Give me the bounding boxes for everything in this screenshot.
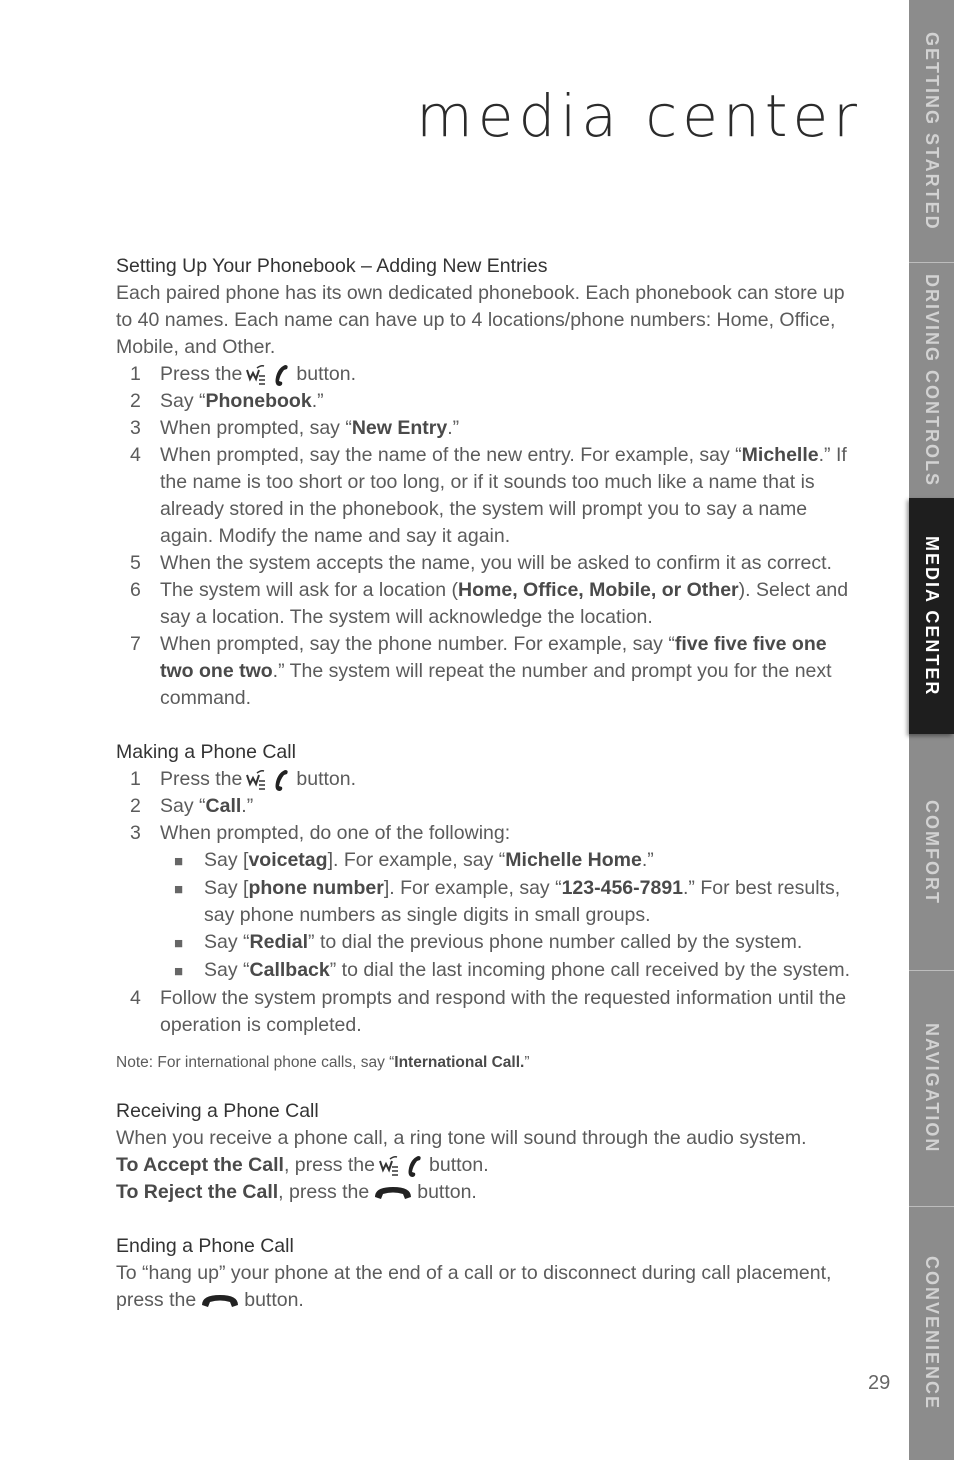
square-bullet-icon: ■ [174, 935, 184, 952]
phonebook-heading: Setting Up Your Phonebook – Adding New Entries [116, 255, 548, 277]
making-call-heading: Making a Phone Call [116, 741, 296, 763]
square-bullet-icon: ■ [174, 963, 184, 980]
side-tab-bar [909, 0, 954, 1460]
list-item: 3 When prompted, do one of the following: [130, 822, 511, 844]
tab-navigation[interactable]: NAVIGATION [909, 970, 954, 1206]
hang-up-icon [372, 1182, 414, 1204]
tab-driving-controls[interactable]: DRIVING CONTROLS [909, 262, 954, 498]
list-item: 4 Follow the system prompts and respond with the requested information until the operation is completed. [130, 987, 847, 1036]
square-bullet-icon: ■ [174, 881, 184, 898]
receiving-call-heading: Receiving a Phone Call [116, 1100, 319, 1122]
list-item: 3 When prompted, say “New Entry.” [130, 417, 460, 439]
bullet-item: ■ Say [voicetag]. For example, say “Michelle Home.” [116, 847, 861, 875]
tab-getting-started[interactable]: GETTING STARTED [922, 31, 942, 231]
list-item: 6 The system will ask for a location (Home, Office, Mobile, or Other). Select and say a location. The system will acknowledge the location. [130, 579, 849, 628]
note: Note: For international phone calls, say “International Call.” [116, 1054, 530, 1071]
voice-phone-icon [378, 1153, 426, 1179]
list-item: 1 Press the button. [116, 361, 861, 388]
reject-instruction: To Reject the Call, press the button. [116, 1181, 477, 1203]
list-item: 2 Say “Phonebook.” [130, 390, 324, 412]
list-item: 4 When prompted, say the name of the new entry. For example, say “Michelle.” If the name is too short or too long, or if it sounds too much like a name that is already stored in the phonebook, the system will prompt you to say a name again. Modify the name and say it again. [130, 444, 847, 547]
phonebook-intro: Each paired phone has its own dedicated phonebook. Each phonebook can store up to 40 names. Each name can have up to 4 locations/phone numbers: Home, Office, Mobile, and Other. [116, 282, 845, 358]
ending-call-heading: Ending a Phone Call [116, 1235, 294, 1257]
step-text: Press the [160, 363, 243, 385]
voice-phone-icon [245, 362, 293, 388]
tab-convenience[interactable]: CONVENIENCE [909, 1206, 954, 1460]
main-content [116, 253, 861, 1314]
step-text: When the system accepts the name, you will be asked to confirm it as correct. [160, 552, 832, 574]
receiving-intro: When you receive a phone call, a ring tone will sound through the audio system. [116, 1127, 807, 1149]
page-title: media center [416, 82, 862, 150]
list-item: 7 When prompted, say the phone number. For example, say “five five five one two one two.” The system will repeat the number and prompt you for the next command. [130, 633, 832, 709]
voice-phone-icon [245, 767, 293, 793]
tab-comfort[interactable]: COMFORT [922, 799, 942, 905]
square-bullet-icon: ■ [174, 853, 184, 870]
step-text: button. [296, 363, 357, 385]
bullet-item: ■ Say [phone number]. For example, say “123-456-7891.” For best results, say phone numbers as single digits in small groups. [116, 875, 861, 929]
tab-media-center[interactable]: MEDIA CENTER [909, 498, 954, 734]
accept-instruction: To Accept the Call, press the button. [116, 1152, 861, 1179]
list-item: 5 When the system accepts the name, you will be asked to confirm it as correct. [116, 550, 861, 577]
ending-text: To “hang up” your phone at the end of a call or to disconnect during call placement, press the button. [116, 1262, 832, 1311]
list-item: 1 Press the button. [116, 766, 861, 793]
list-item: 2 Say “Call.” [130, 795, 254, 817]
hang-up-icon [199, 1290, 241, 1312]
bullet-item: ■ Say “Callback” to dial the last incoming phone call received by the system. [116, 957, 861, 985]
bullet-item: ■ Say “Redial” to dial the previous phone number called by the system. [116, 929, 861, 957]
page-number: 29 [868, 1372, 891, 1394]
